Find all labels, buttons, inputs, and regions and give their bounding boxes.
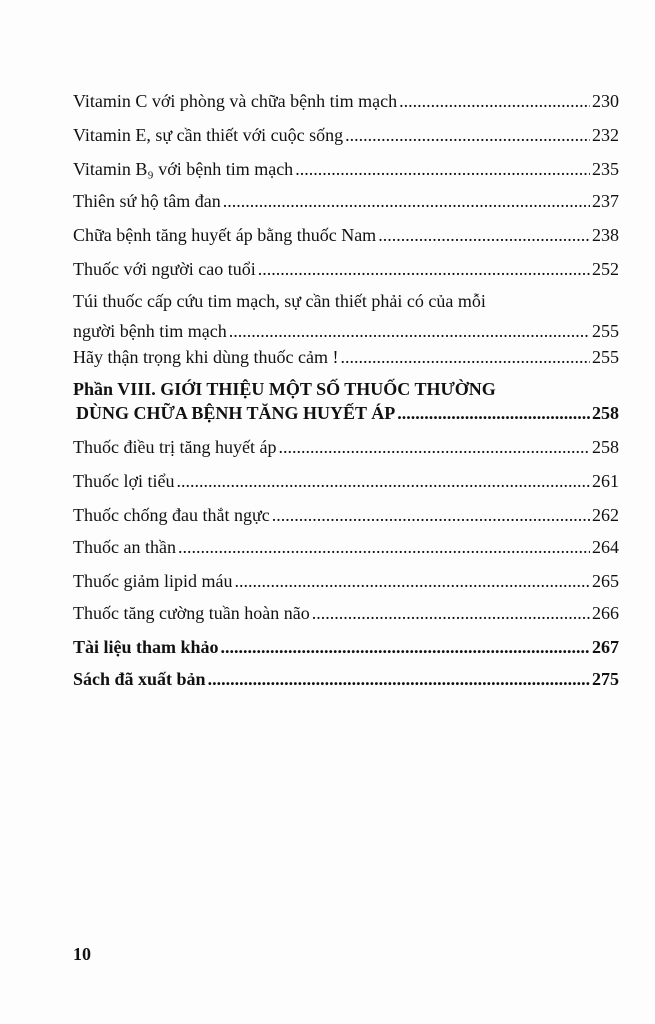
toc-entry (73, 602, 619, 624)
dot-leader (312, 602, 590, 624)
dot-leader (223, 190, 590, 212)
toc-entry-multiline (73, 290, 619, 342)
dot-leader (258, 258, 590, 280)
toc-entry-title-line2: người bệnh tim mạch (73, 321, 227, 341)
toc-entry-title: Thuốc chống đau thắt ngực (73, 505, 270, 525)
toc-entry-title: Thuốc điều trị tăng huyết áp (73, 437, 277, 457)
dot-leader (229, 320, 590, 342)
toc-entry-page: 235 (592, 159, 619, 179)
dot-leader (378, 224, 590, 246)
toc-entry-title: Sách đã xuất bản (73, 669, 206, 689)
toc-entry-references (73, 636, 619, 658)
toc-entry-page: 255 (592, 321, 619, 341)
toc-entry-title: Thuốc tăng cường tuần hoàn não (73, 603, 310, 623)
dot-leader (399, 90, 590, 112)
section-heading-page: 258 (592, 403, 619, 423)
toc-entry (73, 224, 619, 246)
toc-entry (73, 504, 619, 526)
toc-entry-page: 252 (592, 259, 619, 279)
toc-entry (73, 258, 619, 280)
dot-leader (345, 124, 590, 146)
dot-leader (221, 636, 590, 658)
toc-entry (73, 158, 619, 180)
toc-entry-title-line1: Túi thuốc cấp cứu tim mạch, sự cần thiết phải có của mỗi (73, 291, 486, 311)
dot-leader (340, 346, 590, 368)
toc-entry (73, 190, 619, 212)
toc-entry (73, 570, 619, 592)
toc-entry-page: 261 (592, 471, 619, 491)
dot-leader (177, 470, 591, 492)
dot-leader (178, 536, 590, 558)
toc-entry (73, 536, 619, 558)
dot-leader (278, 436, 590, 458)
toc-entry (73, 436, 619, 458)
toc-entry-line2 (73, 320, 619, 342)
toc-entry-page: 267 (592, 637, 619, 657)
dot-leader (208, 668, 590, 690)
section-heading-title-line2: DÙNG CHỮA BỆNH TĂNG HUYẾT ÁP (76, 403, 396, 423)
toc-entry-page: 238 (592, 225, 619, 245)
toc-entry-title: Thiên sứ hộ tâm đan (73, 191, 221, 211)
toc-entry-title: Chữa bệnh tăng huyết áp bằng thuốc Nam (73, 225, 377, 245)
toc-entry (73, 346, 619, 368)
toc-entry-page: 262 (592, 505, 619, 525)
dot-leader (397, 402, 590, 424)
toc-entry-title: Thuốc với người cao tuổi (73, 259, 256, 279)
toc-entry-page: 230 (592, 91, 619, 111)
toc-entry-title: Vitamin C với phòng và chữa bệnh tim mạch (73, 91, 398, 111)
toc-entry-page: 265 (592, 571, 619, 591)
toc-entry-page: 237 (592, 191, 619, 211)
section-heading-line2 (73, 402, 619, 424)
toc-entry-title: Vitamin B₉ với bệnh tim mạch (73, 159, 294, 179)
toc-entry-page: 264 (592, 537, 619, 557)
toc-entry-title: Hãy thận trọng khi dùng thuốc cảm ! (73, 347, 339, 367)
dot-leader (234, 570, 590, 592)
toc-entry-published-books (73, 668, 619, 690)
toc-entry (73, 124, 619, 146)
toc-entry-title: Tài liệu tham khảo (73, 637, 219, 657)
toc-entry-page: 275 (592, 669, 619, 689)
toc-entry-title: Thuốc giảm lipid máu (73, 571, 233, 591)
section-heading-line1: Phần VIII. GIỚI THIỆU MỘT SỐ THUỐC THƯỜNG (73, 379, 496, 399)
toc-entry (73, 90, 619, 112)
dot-leader (295, 158, 590, 180)
toc-entry-page: 232 (592, 125, 619, 145)
toc-entry-title: Vitamin E, sự cần thiết với cuộc sống (73, 125, 344, 145)
toc-entry-title: Thuốc an thần (73, 537, 176, 557)
toc-entry-page: 255 (592, 347, 619, 367)
toc-entry-page: 258 (592, 437, 619, 457)
section-heading (73, 378, 619, 424)
dot-leader (272, 504, 590, 526)
toc-entry-title: Thuốc lợi tiểu (73, 471, 175, 491)
page-number: 10 (73, 944, 91, 964)
toc-entry-page: 266 (592, 603, 619, 623)
toc-entry (73, 470, 619, 492)
